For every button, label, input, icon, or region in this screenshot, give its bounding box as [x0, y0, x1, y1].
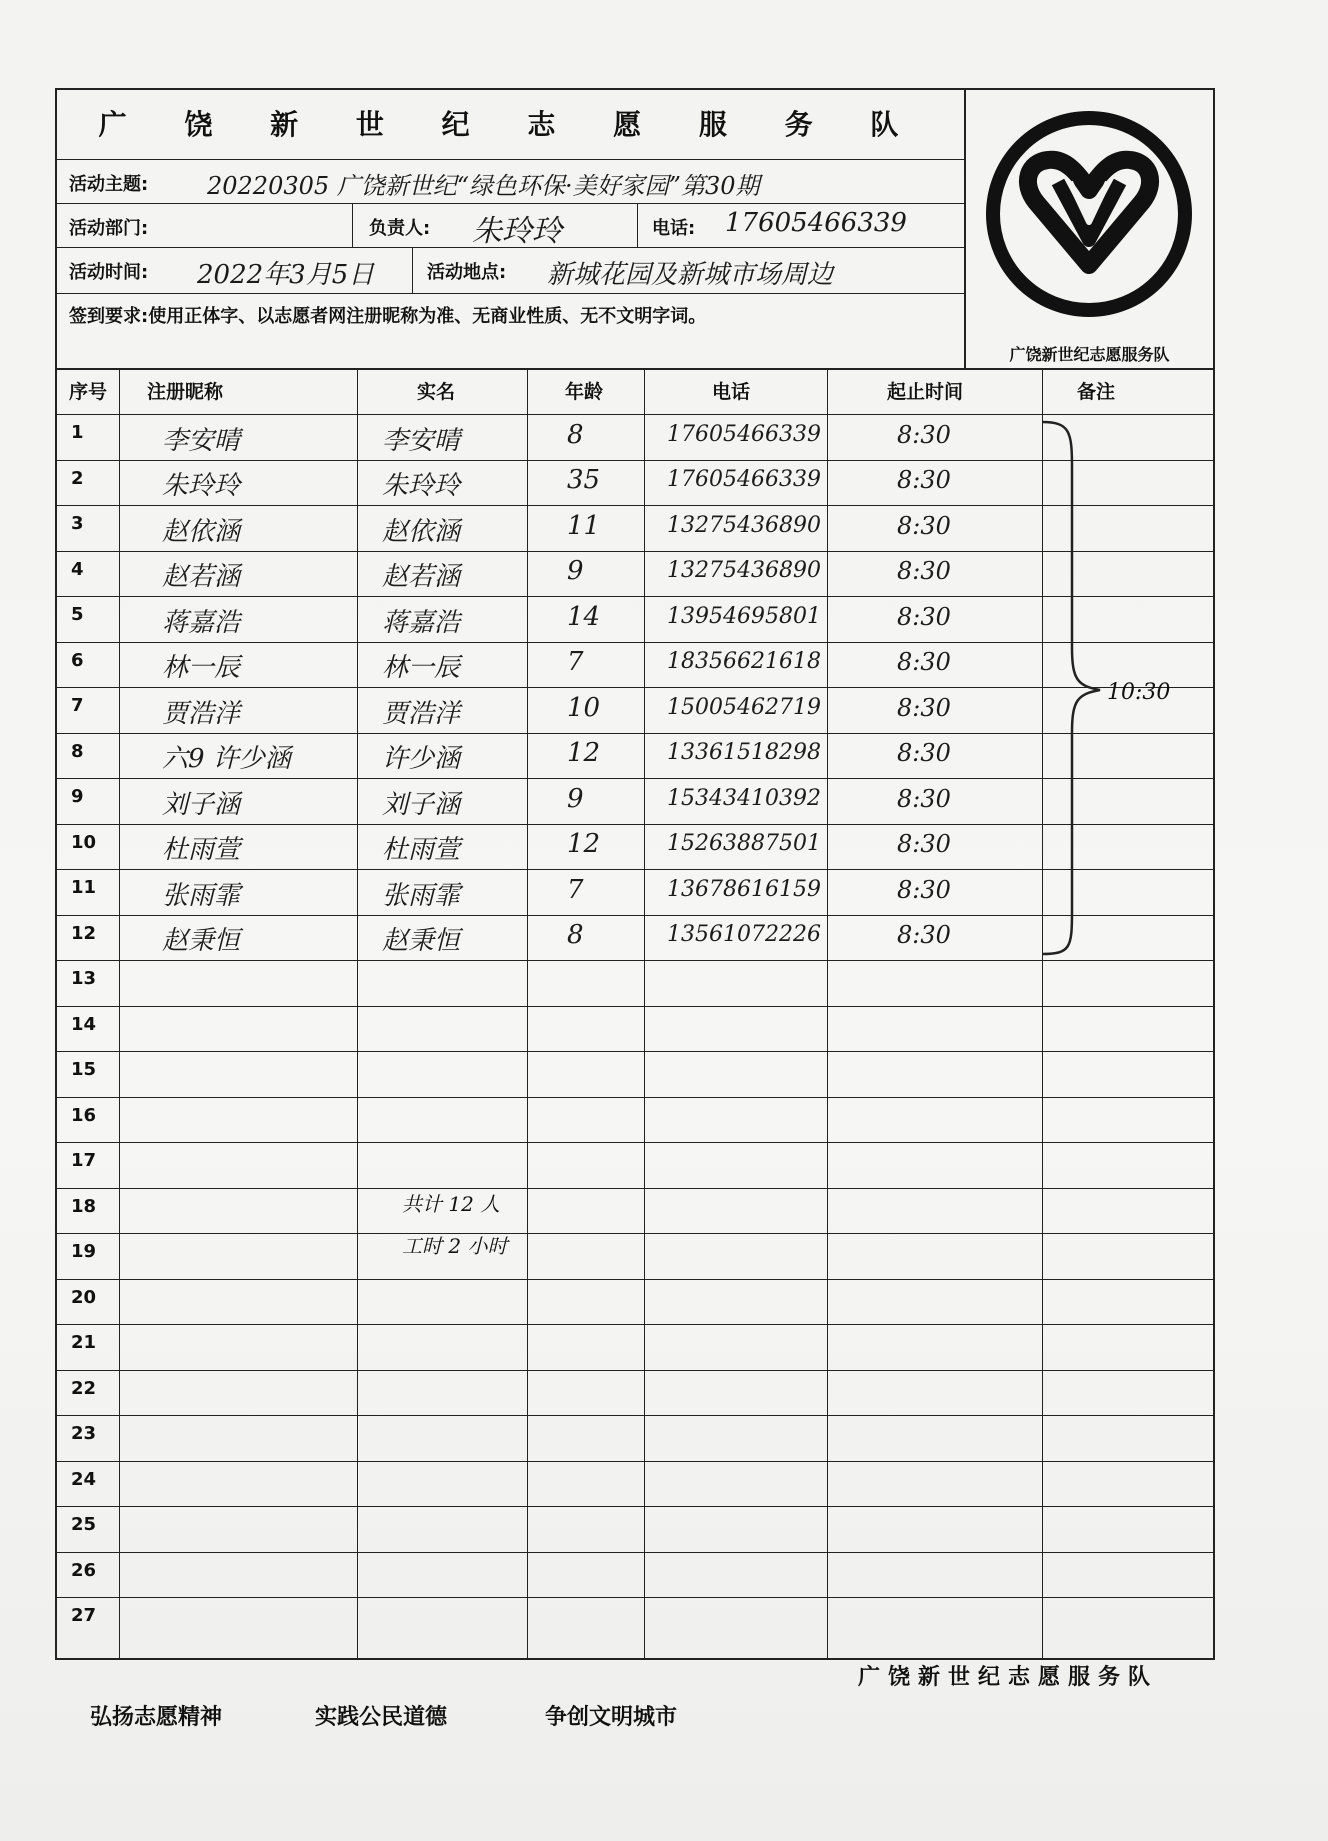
nickname-cell: 蒋嘉浩: [162, 607, 241, 638]
realname-cell: 赵若涵: [382, 562, 461, 593]
row-number: 17: [71, 1150, 97, 1171]
phone-cell: 17605466339: [667, 421, 821, 447]
col-header-time: 起止时间: [887, 381, 964, 403]
phone-cell: 13361518298: [667, 740, 821, 766]
time-value: 2022年3月5日: [197, 260, 375, 290]
row-number: 26: [71, 1559, 97, 1581]
slogan: 争创文明城市: [545, 1705, 678, 1730]
row-number: 22: [71, 1377, 97, 1399]
nickname-cell: 杜雨萱: [162, 835, 241, 866]
header-info: [57, 90, 966, 368]
col-header-phone: 电话: [712, 381, 751, 403]
dept-label: 活动部门:: [69, 218, 149, 239]
realname-cell: 刘子涵: [382, 789, 461, 820]
place-value: 新城花园及新城市场周边: [547, 260, 834, 290]
phone-cell: 15343410392: [667, 785, 821, 811]
row-number: 16: [71, 1104, 97, 1126]
phone-cell: 15005462719: [667, 694, 821, 720]
table-row: [57, 1506, 1213, 1552]
realname-cell: 林一辰: [382, 653, 461, 684]
table-row: [57, 1461, 1213, 1507]
phone-label: 电话:: [652, 218, 696, 239]
nickname-cell: 张雨霏: [162, 880, 241, 911]
realname-cell: 蒋嘉浩: [382, 607, 461, 638]
row-number: 1: [71, 422, 84, 443]
table-row: [57, 1188, 1213, 1234]
row-number: 10: [71, 831, 97, 853]
place-label: 活动地点:: [427, 262, 507, 283]
age-cell: 14: [567, 601, 601, 632]
realname-cell: 张雨霏: [382, 880, 461, 911]
table-row: [57, 1597, 1213, 1643]
row-number: 3: [71, 513, 84, 534]
age-cell: 12: [567, 738, 601, 769]
table-row: [57, 1142, 1213, 1188]
total-hours: 工时 2 小时: [402, 1234, 508, 1258]
nickname-cell: 朱玲玲: [162, 471, 241, 502]
table-row: [57, 1279, 1213, 1325]
divider: [637, 204, 638, 247]
theme-label: 活动主题:: [69, 174, 149, 195]
age-cell: 7: [567, 874, 584, 905]
time-cell: 8:30: [897, 921, 951, 950]
nickname-cell: 赵依涵: [162, 516, 241, 547]
form-header: [55, 88, 1215, 370]
row-number: 9: [71, 786, 84, 807]
row-number: 25: [71, 1514, 97, 1535]
phone-cell: 18356621618: [667, 649, 821, 675]
time-row: [57, 248, 964, 294]
theme-value: 20220305 广饶新世纪“绿色环保·美好家园”第30期: [207, 172, 760, 200]
nickname-cell: 赵秉恒: [162, 926, 241, 957]
col-header-age: 年龄: [565, 381, 604, 403]
table-row: [57, 1233, 1213, 1279]
realname-cell: 李安晴: [382, 425, 461, 456]
time-cell: 8:30: [897, 420, 951, 449]
heart-v-logo-icon: [966, 90, 1213, 335]
age-cell: 12: [567, 829, 601, 860]
total-people: 共计 12 人: [402, 1192, 501, 1216]
time-cell: 8:30: [897, 784, 951, 813]
table-row: [57, 1051, 1213, 1097]
slogan: 实践公民道德: [315, 1705, 448, 1730]
phone-cell: 17605466339: [667, 467, 821, 493]
logo-area: [966, 90, 1213, 368]
age-cell: 11: [567, 510, 601, 541]
leader-value: 朱玲玲: [472, 214, 562, 249]
time-cell: 8:30: [897, 693, 951, 722]
nickname-cell: 林一辰: [162, 653, 241, 684]
phone-cell: 13678616159: [667, 876, 821, 902]
realname-cell: 贾浩洋: [382, 698, 461, 729]
table-row: [57, 1324, 1213, 1370]
row-number: 2: [71, 467, 84, 489]
theme-row: [57, 160, 964, 204]
row-number: 15: [71, 1059, 97, 1080]
age-cell: 35: [567, 465, 601, 496]
col-header-remark: 备注: [1077, 381, 1116, 403]
row-number: 7: [71, 695, 84, 716]
time-cell: 8:30: [897, 830, 951, 859]
nickname-cell: 刘子涵: [162, 789, 241, 820]
phone-cell: 15263887501: [667, 831, 821, 857]
table-row: [57, 1006, 1213, 1052]
phone-cell: 13561072226: [667, 922, 821, 948]
row-number: 14: [71, 1013, 97, 1035]
table-row: [57, 960, 1213, 1006]
time-cell: 8:30: [897, 739, 951, 768]
row-number: 23: [71, 1423, 97, 1444]
nickname-cell: 李安晴: [162, 425, 241, 456]
phone-cell: 13275436890: [667, 558, 821, 584]
age-cell: 9: [567, 783, 584, 814]
row-number: 12: [71, 922, 97, 944]
table-row: [57, 1370, 1213, 1416]
age-cell: 8: [567, 920, 584, 951]
realname-cell: 杜雨萱: [382, 835, 461, 866]
realname-cell: 赵秉恒: [382, 926, 461, 957]
slogan: 弘扬志愿精神: [90, 1705, 223, 1730]
time-cell: 8:30: [897, 557, 951, 586]
row-number: 11: [71, 877, 97, 898]
row-number: 20: [71, 1286, 97, 1308]
age-cell: 10: [567, 692, 601, 723]
leader-label: 负责人:: [369, 218, 431, 239]
col-header-name: 实名: [417, 381, 456, 403]
footer-team: 广饶新世纪志愿服务队: [858, 1664, 1159, 1690]
row-number: 4: [71, 558, 84, 580]
row-number: 24: [71, 1468, 97, 1490]
realname-cell: 赵依涵: [382, 516, 461, 547]
table-row: [57, 1415, 1213, 1461]
age-cell: 7: [567, 647, 584, 678]
realname-cell: 朱玲玲: [382, 471, 461, 502]
dept-row: [57, 204, 964, 248]
realname-cell: 许少涵: [382, 744, 461, 775]
age-cell: 9: [567, 556, 584, 587]
col-header-nickname: 注册昵称: [147, 381, 224, 403]
row-number: 27: [71, 1605, 97, 1626]
time-cell: 8:30: [897, 875, 951, 904]
team-title: 广 饶 新 世 纪 志 愿 服 务 队: [98, 108, 923, 141]
nickname-cell: 赵若涵: [162, 562, 241, 593]
row-number: 21: [71, 1332, 97, 1353]
row-number: 6: [71, 649, 84, 671]
divider: [412, 248, 413, 293]
row-number: 8: [71, 740, 84, 762]
signin-table: [55, 370, 1215, 1660]
phone-cell: 13954695801: [667, 603, 821, 629]
table-row: [57, 1097, 1213, 1143]
row-number: 5: [71, 604, 84, 625]
remark-time: 10:30: [1107, 680, 1171, 705]
phone-cell: 13275436890: [667, 512, 821, 538]
time-cell: 8:30: [897, 602, 951, 631]
table-row: [57, 1552, 1213, 1598]
time-cell: 8:30: [897, 466, 951, 495]
row-number: 13: [71, 968, 97, 989]
logo-caption: 广饶新世纪志愿服务队: [1009, 345, 1170, 364]
age-cell: 8: [567, 419, 584, 450]
row-number: 19: [71, 1241, 97, 1262]
signin-requirement: 签到要求:使用正体字、以志愿者网注册昵称为准、无商业性质、无不文明字词。: [69, 306, 707, 327]
signin-form: [55, 88, 1215, 1660]
divider: [352, 204, 353, 247]
nickname-cell: 贾浩洋: [162, 698, 241, 729]
row-number: 18: [71, 1195, 97, 1217]
phone-value: 17605466339: [725, 208, 907, 238]
col-header-no: 序号: [69, 381, 108, 403]
time-cell: 8:30: [897, 511, 951, 540]
nickname-cell: 六9 许少涵: [162, 744, 291, 775]
time-cell: 8:30: [897, 648, 951, 677]
title-row: [57, 90, 964, 160]
time-label: 活动时间:: [69, 262, 149, 283]
